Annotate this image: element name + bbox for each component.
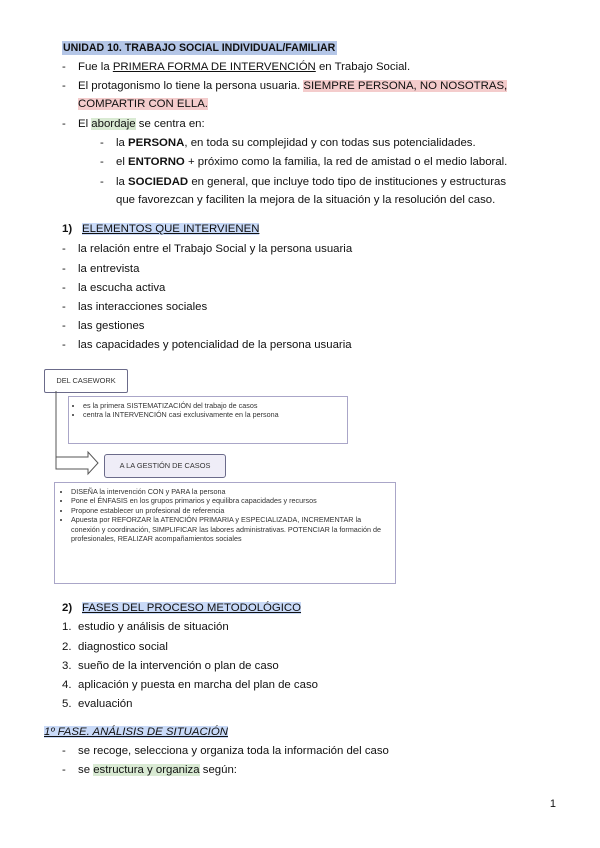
phase-1-title: 1º FASE. ANÁLISIS DE SITUACIÓN xyxy=(44,726,228,738)
list-item: - la escucha activa xyxy=(62,282,166,294)
primera-forma-link: PRIMERA FORMA DE INTERVENCIÓN xyxy=(112,61,316,73)
list-item: • Propone establecer un profesional de referencia xyxy=(71,506,387,515)
intro-line-1: - Fue la PRIMERA FORMA DE INTERVENCIÓN en Trabajo Social. xyxy=(62,61,411,73)
list-item: • Apuesta por REFORZAR la ATENCIÓN PRIMARIA y ESPECIALIZADA, INCREMENTAR la conexión y coordinación, SIMPLIFICAR las labores administrativas. POTENCIAR la formación de profesionales, REALIZAR acompañamientos sociales xyxy=(71,515,387,543)
list-item: 2. diagnostico social xyxy=(62,641,168,653)
list-item: • centra la INTERVENCIÓN casi exclusivamente en la persona xyxy=(83,410,347,419)
highlight-compartir: COMPARTIR CON ELLA. xyxy=(78,98,208,110)
dash-marker: - xyxy=(62,80,66,92)
dash-marker: - xyxy=(62,118,66,130)
phase-1-heading xyxy=(44,725,228,739)
list-item: 3. sueño de la intervención o plan de caso xyxy=(62,660,279,672)
dash-marker: - xyxy=(62,61,66,73)
page-number: 1 xyxy=(549,798,556,810)
list-item: - la entrevista xyxy=(62,263,140,275)
unit-title: UNIDAD 10. TRABAJO SOCIAL INDIVIDUAL/FAMILIAR xyxy=(63,42,336,54)
casework-bullets-box xyxy=(68,396,348,444)
intro-line-3: - El abordaje se centra en: xyxy=(62,118,205,130)
dash-marker: - xyxy=(100,137,104,149)
list-item: 4. aplicación y puesta en marcha del plan de caso xyxy=(62,679,318,691)
sub-item-entorno: - el ENTORNO + próximo como la familia, la red de amistad o el medio laboral. xyxy=(100,156,508,168)
intro-line-2: - El protagonismo lo tiene la persona usuaria. SIEMPRE PERSONA, NO NOSOTRAS, xyxy=(62,80,508,92)
casework-bullet-list xyxy=(69,401,347,420)
list-item: - las interacciones sociales xyxy=(62,301,208,313)
list-item: 1. estudio y análisis de situación xyxy=(62,621,229,633)
phase-1-line-2: - se estructura y organiza según: xyxy=(62,764,237,776)
sub-item-sociedad-cont: que favorezcan y faciliten la mejora de la situación y la resolución del caso. xyxy=(116,194,496,206)
sub-item-persona: - la PERSONA, en toda su complejidad y con todas sus potencialidades. xyxy=(100,137,476,149)
highlight-siempre-persona: SIEMPRE PERSONA, NO NOSOTRAS, xyxy=(303,80,508,92)
highlight-estructura: estructura y organiza xyxy=(93,764,200,776)
list-item: - las gestiones xyxy=(62,320,145,332)
highlight-abordaje: abordaje xyxy=(91,118,136,130)
list-item: • DISEÑA la intervención CON y PARA la persona xyxy=(71,487,387,496)
section-1-heading: 1) ELEMENTOS QUE INTERVIENEN xyxy=(62,223,260,235)
list-item: - las capacidades y potencialidad de la persona usuaria xyxy=(62,339,352,351)
gestion-bullet-list xyxy=(55,487,395,543)
phase-1-line-1: - se recoge, selecciona y organiza toda la información del caso xyxy=(62,745,389,757)
dash-marker: - xyxy=(100,176,104,188)
sub-item-sociedad: - la SOCIEDAD en general, que incluye todo tipo de instituciones y estructuras xyxy=(100,176,507,188)
gestion-casos-label-box: A LA GESTIÓN DE CASOS xyxy=(104,454,226,478)
intro-line-2-cont xyxy=(78,97,208,111)
list-item: 5. evaluación xyxy=(62,698,133,710)
gestion-casos-bullets-box xyxy=(54,482,396,584)
flow-arrow-icon xyxy=(52,391,102,476)
list-item: • Pone el ÉNFASIS en los grupos primarios y equilibra capacidades y recursos xyxy=(71,496,387,505)
section-1-title: ELEMENTOS QUE INTERVIENEN xyxy=(82,223,260,235)
casework-label-box: DEL CASEWORK xyxy=(44,369,128,393)
section-2-title: FASES DEL PROCESO METODOLÓGICO xyxy=(82,602,302,614)
list-item: - la relación entre el Trabajo Social y la persona usuaria xyxy=(62,243,353,255)
list-item: • es la primera SISTEMATIZACIÓN del trabajo de casos xyxy=(83,401,347,410)
dash-marker: - xyxy=(100,156,104,168)
section-2-heading: 2) FASES DEL PROCESO METODOLÓGICO xyxy=(62,602,302,614)
